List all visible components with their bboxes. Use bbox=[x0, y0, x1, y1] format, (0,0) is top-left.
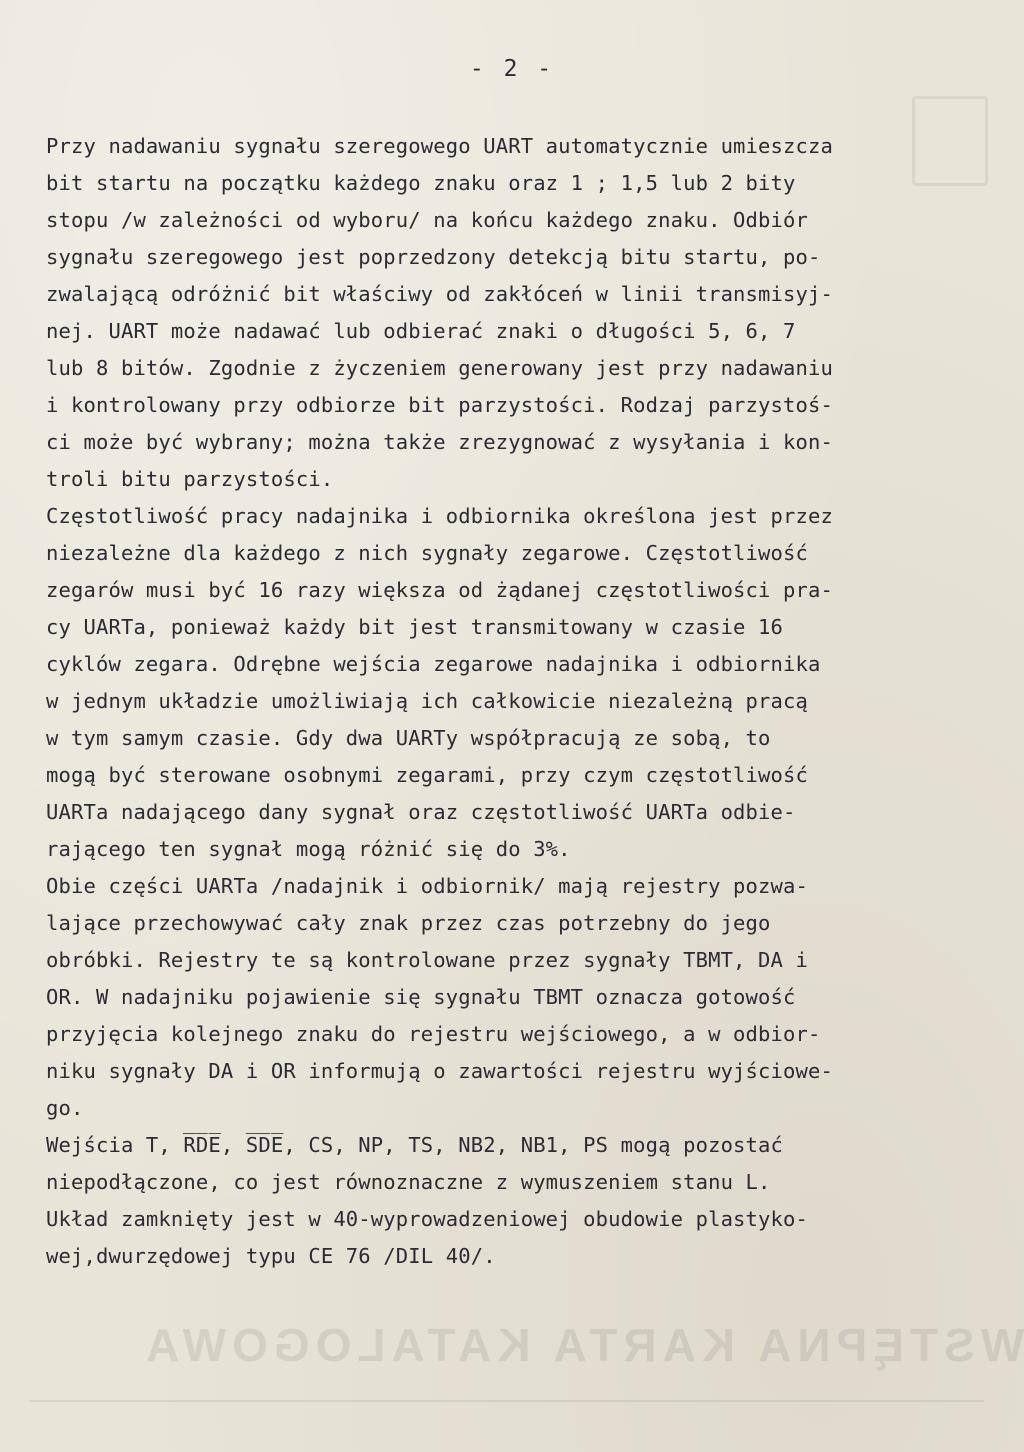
text-line: UARTa nadającego dany sygnał oraz częstotliwość UARTa odbie- bbox=[46, 800, 796, 824]
text-line: w tym samym czasie. Gdy dwa UARTy współpracują ze sobą, to bbox=[46, 726, 771, 750]
body-text bbox=[46, 128, 971, 1275]
text-line: przyjęcia kolejnego znaku do rejestru wejściowego, a w odbior- bbox=[46, 1022, 821, 1046]
text-line: stopu /w zależności od wyboru/ na końcu każdego znaku. Odbiór bbox=[46, 208, 809, 232]
text-line: Układ zamknięty jest w 40-wyprowadzeniowej obudowie plastyko- bbox=[46, 1207, 809, 1231]
text-line: niezależne dla każdego z nich sygnały zegarowe. Częstotliwość bbox=[46, 541, 809, 565]
text-line: Przy nadawaniu sygnału szeregowego UART automatycznie umieszcza bbox=[46, 134, 833, 158]
text-line: nej. UART może nadawać lub odbierać znaki o długości 5, 6, 7 bbox=[46, 319, 796, 343]
text-line: Częstotliwość pracy nadajnika i odbiornika określona jest przez bbox=[46, 504, 833, 528]
text-line: bit startu na początku każdego znaku oraz 1 ; 1,5 lub 2 bity bbox=[46, 171, 796, 195]
text-line: cy UARTa, ponieważ każdy bit jest transmitowany w czasie 16 bbox=[46, 615, 784, 639]
text-line: zwalającą odróżnić bit właściwy od zakłóceń w linii transmisyj- bbox=[46, 282, 833, 306]
text-line: i kontrolowany przy odbiorze bit parzystości. Rodzaj parzystoś- bbox=[46, 393, 833, 417]
text-line: mogą być sterowane osobnymi zegarami, przy czym częstotliwość bbox=[46, 763, 809, 787]
bleed-through-rule bbox=[30, 1400, 984, 1402]
text-line: OR. W nadajniku pojawienie się sygnału TBMT oznacza gotowość bbox=[46, 985, 796, 1009]
text-line: cyklów zegara. Odrębne wejścia zegarowe nadajnika i odbiornika bbox=[46, 652, 821, 676]
text-line: wej,dwurzędowej typu CE 76 /DIL 40/. bbox=[46, 1244, 496, 1268]
text-line: rającego ten sygnał mogą różnić się do 3%. bbox=[46, 837, 571, 861]
text-line: Wejścia T, R̅D̅E̅, S̅D̅E̅, CS, NP, TS, NB2, NB1, PS mogą pozostać bbox=[46, 1133, 784, 1157]
text-line: sygnału szeregowego jest poprzedzony detekcją bitu startu, po- bbox=[46, 245, 821, 269]
text-line: obróbki. Rejestry te są kontrolowane przez sygnały TBMT, DA i bbox=[46, 948, 809, 972]
text-line: niepodłączone, co jest równoznaczne z wymuszeniem stanu L. bbox=[46, 1170, 771, 1194]
text-line: niku sygnały DA i OR informują o zawartości rejestru wyjściowe- bbox=[46, 1059, 833, 1083]
page-number: - 2 - bbox=[469, 56, 555, 82]
text-line: zegarów musi być 16 razy większa od żądanej częstotliwości pra- bbox=[46, 578, 833, 602]
text-line: ci może być wybrany; można także zrezygnować z wysyłania i kon- bbox=[46, 430, 833, 454]
bleed-through-banner: WSTĘPNA KARTA KATALOGOWA bbox=[140, 1319, 1024, 1371]
text-line: troli bitu parzystości. bbox=[46, 467, 334, 491]
text-line: Obie części UARTa /nadajnik i odbiornik/ mają rejestry pozwa- bbox=[46, 874, 809, 898]
text-line: lub 8 bitów. Zgodnie z życzeniem generowany jest przy nadawaniu bbox=[46, 356, 833, 380]
text-line: lające przechowywać cały znak przez czas potrzebny do jego bbox=[46, 911, 771, 935]
text-line: w jednym układzie umożliwiają ich całkowicie niezależną pracą bbox=[46, 689, 809, 713]
text-line: go. bbox=[46, 1096, 84, 1120]
